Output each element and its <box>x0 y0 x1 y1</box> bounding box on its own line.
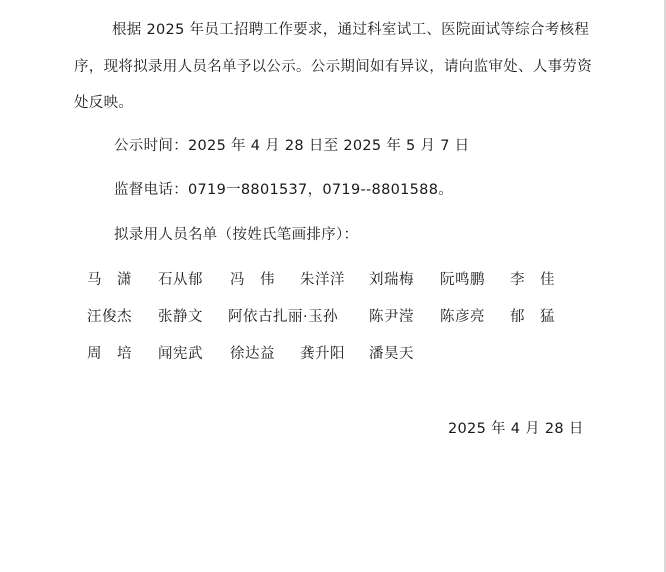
name-item: 汪俊杰 <box>87 309 132 325</box>
notice-date: 2025 年 4 月 28 日 <box>448 421 584 437</box>
name-item: 龚升阳 <box>300 346 345 362</box>
name-list-heading: 拟录用人员名单（按姓氏笔画排序）： <box>114 227 359 243</box>
name-item: 马 潇 <box>87 272 132 288</box>
name-item: 张静文 <box>158 309 203 325</box>
name-item: 周 培 <box>87 346 132 362</box>
name-item: 陈尹滢 <box>369 309 414 325</box>
name-item: 闻宪武 <box>158 346 203 362</box>
notice-paragraph: 根据 2025 年员工招聘工作要求，通过科室试工、医院面试等综合考核程序，现将拟录用人员名单予以公示。公示期间如有异议，请向监审处、人事劳资处反映。 <box>74 22 592 111</box>
name-item: 朱洋洋 <box>300 272 345 288</box>
name-item: 陈彦亮 <box>440 309 485 325</box>
name-item: 李 佳 <box>510 272 555 288</box>
name-item: 石从郁 <box>158 272 203 288</box>
publicity-period: 公示时间：2025 年 4 月 28 日至 2025 年 5 月 7 日 <box>114 138 470 154</box>
name-item: 阮鸣鹏 <box>440 272 485 288</box>
supervision-phone: 监督电话：0719一8801537，0719--8801588。 <box>114 182 454 198</box>
name-item: 郁 猛 <box>510 309 555 325</box>
name-item: 潘昊天 <box>369 346 414 362</box>
name-item: 阿依古扎丽·玉孙 <box>228 309 339 325</box>
name-item: 冯 伟 <box>230 272 275 288</box>
name-item: 徐达益 <box>230 346 275 362</box>
name-item: 刘瑞梅 <box>369 272 414 288</box>
